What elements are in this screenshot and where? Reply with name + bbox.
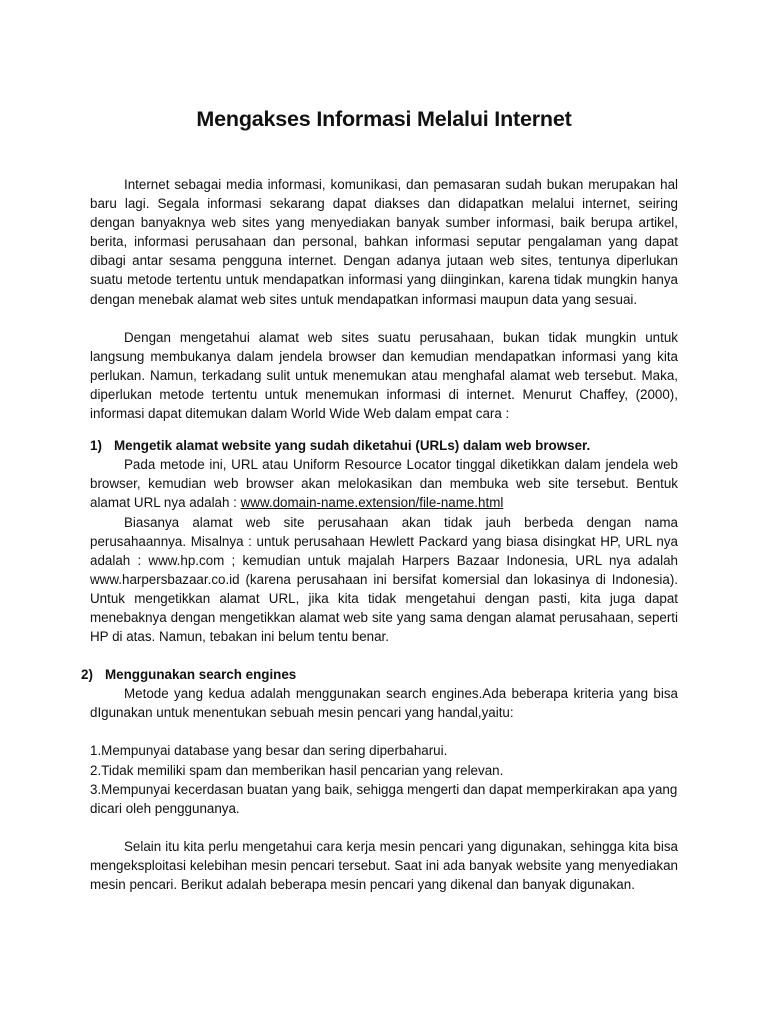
section-1-paragraph-1-text: Pada metode ini, URL atau Uniform Resource Locator tinggal diketikkan dalam jendela web browser, kemudian web browser akan melokasikan dan membuka web site tersebut. Bentuk alamat URL nya adalah : [90, 457, 678, 511]
intro-paragraph: Internet sebagai media informasi, komunikasi, dan pemasaran sudah bukan merupakan hal baru lagi. Segala informasi sekarang dapat diakses dan didapatkan melalui internet, seiring dengan banyaknya web sites yang menyediakan banyak sumber informasi, baik berupa artikel, berita, informasi perusahaan dan personal, bahkan informasi seputar pengalaman yang dapat dibagi antar sesama pengguna internet. Dengan adanya jutaan web sites, tentunya diperlukan suatu metode tertentu untuk mendapatkan informasi yang diinginkan, karena tidak mungkin hanya dengan menebak alamat web sites untuk mendapatkan informasi maupun data yang sesuai. [90, 177, 678, 307]
section-1-title: Mengetik alamat website yang sudah diketahui (URLs) dalam web browser. [114, 438, 591, 454]
url-example-link: www.domain-name.extension/file-name.html [240, 495, 504, 511]
page-title: Mengakses Informasi Melalui Internet [196, 107, 572, 131]
paragraph-gap [90, 309, 678, 328]
section-1-paragraph-1 [90, 455, 678, 512]
section-2-number: 2) [81, 667, 93, 683]
section-2-paragraph-1: Metode yang kedua adalah menggunakan search engines.Ada beberapa kriteria yang bisa dIgunakan untuk menentukan sebuah mesin pencari yang handal,yaitu: [90, 686, 678, 721]
list-item: 1.Mempunyai database yang besar dan sering diperbaharui. [90, 743, 448, 759]
method-intro-paragraph: Dengan mengetahui alamat web sites suatu perusahaan, bukan tidak mungkin untuk langsung membukanya dalam jendela browser dan kemudian mendapatkan informasi yang kita perlukan. Namun, terkadang sulit untuk menemukan atau menghafal alamat web tersebut. Maka, diperlukan metode tertentu untuk menemukan informasi di internet. Menurut Chaffey, (2000), informasi dapat ditemukan dalam World Wide Web dalam empat cara : [90, 329, 678, 422]
section-2-paragraph-2: Selain itu kita perlu mengetahui cara kerja mesin pencari yang digunakan, sehingga kita bisa mengeksploitasi kelebihan mesin pencari tersebut. Saat ini ada banyak website yang menyediakan mesin pencari. Berikut adalah beberapa mesin pencari yang dikenal dan banyak digunakan. [90, 838, 678, 892]
list-item: 3.Mempunyai kecerdasan buatan yang baik, sehigga mengerti dan dapat memperkirakan apa yang dicari oleh penggunanya. [90, 781, 678, 816]
paragraph-gap [90, 722, 678, 741]
section-1-heading [90, 436, 678, 455]
paragraph-gap [90, 646, 678, 665]
section-1-paragraph-2: Biasanya alamat web site perusahaan akan tidak jauh berbeda dengan nama perusahaannya. Misalnya : untuk perusahaan Hewlett Packard yang biasa disingkat HP, URL nya adalah : www.hp.com ; kemudian untuk majalah Harpers Bazaar Indonesia, URL nya adalah www.harpersbazaar.co.id (karena perusahaan ini bersifat komersial dan lokasinya di Indonesia). Untuk mengetikkan alamat URL, jika kita tidak mengetahui dengan pasti, kita juga dapat menebaknya dengan mengetikkan alamat web site yang sama dengan alamat perusahaan, seperti HP di atas. Namun, tebakan ini belum tentu benar. [90, 514, 678, 645]
section-1-number: 1) [90, 438, 102, 454]
criteria-list [90, 741, 678, 817]
list-item: 2.Tidak memiliki spam dan memberikan hasil pencarian yang relevan. [90, 762, 504, 778]
document-page [81, 104, 678, 894]
section-2-heading [81, 665, 678, 684]
paragraph-gap [90, 818, 678, 837]
section-2-title: Menggunakan search engines [105, 667, 297, 683]
